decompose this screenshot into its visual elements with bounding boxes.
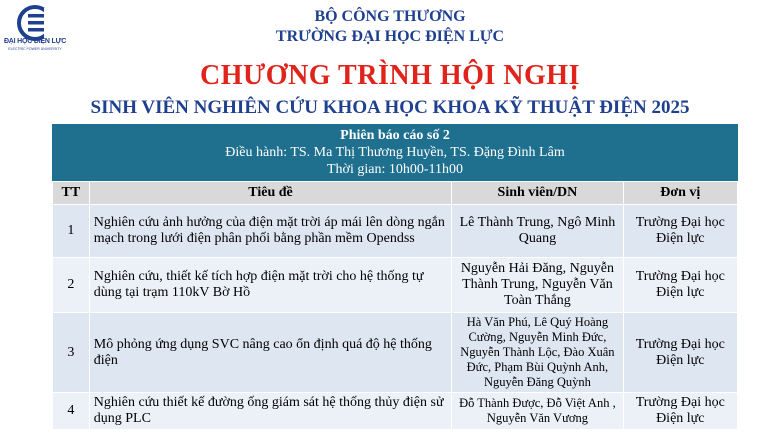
row-title: Nghiên cứu thiết kế đường ống giám sát hệ thống thủy điện sử dụng PLC — [89, 393, 452, 430]
header-unit: Đơn vị — [623, 182, 737, 205]
header-tt: TT — [53, 182, 90, 205]
header-title: Tiêu đề — [89, 182, 452, 205]
row-unit: Trường Đại học Điện lực — [623, 258, 737, 313]
row-unit: Trường Đại học Điện lực — [623, 205, 737, 258]
header-student: Sinh viên/DN — [452, 182, 623, 205]
row-tt: 1 — [53, 205, 90, 258]
table-header-row — [53, 182, 738, 205]
row-unit: Trường Đại học Điện lực — [623, 393, 737, 430]
row-title: Mô phỏng ứng dụng SVC nâng cao ổn định quá độ hệ thống điện — [89, 313, 452, 393]
session-title: Phiên báo cáo số 2 — [340, 128, 450, 143]
session-banner — [52, 124, 738, 181]
row-student: Lê Thành Trung, Ngô Minh Quang — [452, 205, 623, 258]
program-table — [52, 181, 738, 430]
row-student: Đỗ Thành Được, Đỗ Việt Anh , Nguyễn Văn Vương — [452, 393, 623, 430]
page-subtitle: SINH VIÊN NGHIÊN CỨU KHOA HỌC KHOA KỸ THUẬT ĐIỆN 2025 — [90, 97, 690, 118]
session-chair: Điều hành: TS. Ma Thị Thương Huyền, TS. Đặng Đình Lâm — [225, 145, 565, 160]
row-title: Nghiên cứu ảnh hưởng của điện mặt trời áp mái lên dòng ngắn mạch trong lưới điện phân phối bằng phần mềm Opendss — [89, 205, 452, 258]
table-row — [53, 313, 738, 393]
table-row — [53, 205, 738, 258]
logo-name: ĐẠI HỌC ĐIỆN LỰC — [3, 38, 67, 45]
row-student: Hà Văn Phú, Lê Quý Hoàng Cường, Nguyễn Minh Đức, Nguyễn Thành Lộc, Đào Xuân Đức, Phạm Bùi Quỳnh Anh, Nguyễn Đăng Quỳnh — [452, 313, 623, 393]
row-student: Nguyễn Hải Đăng, Nguyễn Thành Trung, Nguyễn Văn Toàn Thắng — [452, 258, 623, 313]
university-heading: TRƯỜNG ĐẠI HỌC ĐIỆN LỰC — [275, 28, 505, 45]
row-unit: Trường Đại học Điện lực — [623, 313, 737, 393]
ministry-heading: BỘ CÔNG THƯƠNG — [314, 8, 466, 25]
page-title: CHƯƠNG TRÌNH HỘI NGHỊ — [200, 60, 580, 91]
row-tt: 3 — [53, 313, 90, 393]
table-row — [53, 393, 738, 430]
session-time: Thời gian: 10h00-11h00 — [327, 162, 463, 177]
row-tt: 4 — [53, 393, 90, 430]
logo-subtitle: ELECTRIC POWER UNIVERSITY — [8, 47, 62, 51]
row-title: Nghiên cứu, thiết kế tích hợp điện mặt trời cho hệ thống tự dùng tại trạm 110kV Bờ Hồ — [89, 258, 452, 313]
table-row — [53, 258, 738, 313]
row-tt: 2 — [53, 258, 90, 313]
